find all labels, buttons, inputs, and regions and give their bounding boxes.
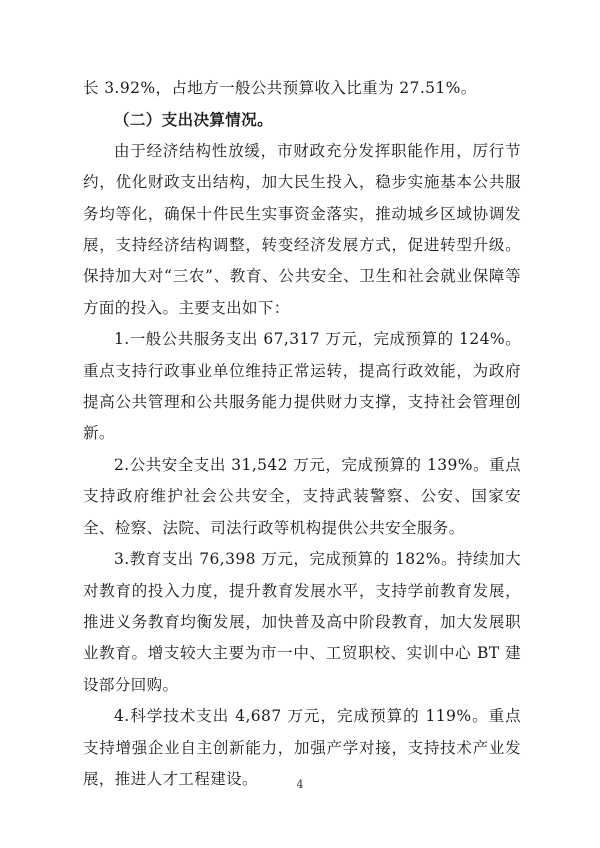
paragraph-general-public-services: 1.一般公共服务支出 67,317 万元，完成预算的 124%。重点支持行政事业单位维持正常运转，提高行政效能，为政府提高公共管理和公共服务能力提供财力支撑，支持社会管理创新。 <box>83 330 521 443</box>
paragraph-science-technology: 4.科学技术支出 4,687 万元，完成预算的 119%。重点支持增强企业自主创新能力，加强产学对接，支持技术产业发展，推进人才工程建设。 <box>83 707 521 788</box>
paragraph-expenditure-overview: 由于经济结构性放缓，市财政充分发挥职能作用，厉行节约，优化财政支出结构，加大民生投入，稳步实施基本公共服务均等化，确保十件民生实事资金落实，推动城乡区域协调发展，支持经济结构调整，转变经济发展方式，促进转型升级。保持加大对“三农”、教育、公共安全、卫生和社会就业保障等方面的投入。主要支出如下： <box>83 141 521 317</box>
paragraph-revenue-growth: 长 3.92%，占地方一般公共预算收入比重为 27.51%。 <box>83 79 477 97</box>
paragraph-public-safety: 2.公共安全支出 31,542 万元，完成预算的 139%。重点支持政府维护社会公共安全，支持武装警察、公安、国家安全、检察、法院、司法行政等机构提供公共安全服务。 <box>83 455 521 537</box>
document-body <box>83 73 521 795</box>
page-number: 4 <box>296 778 304 791</box>
section-heading-expenditure: （二）支出决算情况。 <box>114 110 274 130</box>
paragraph-education: 3.教育支出 76,398 万元，完成预算的 182%。持续加大对教育的投入力度，提升教育发展水平，支持学前教育发展，推进义务教育均衡发展，加快普及高中阶段教育，加大发展职业教育。增支较大主要为市一中、工贸职校、实训中心 BT 建设部分回购。 <box>83 550 521 694</box>
